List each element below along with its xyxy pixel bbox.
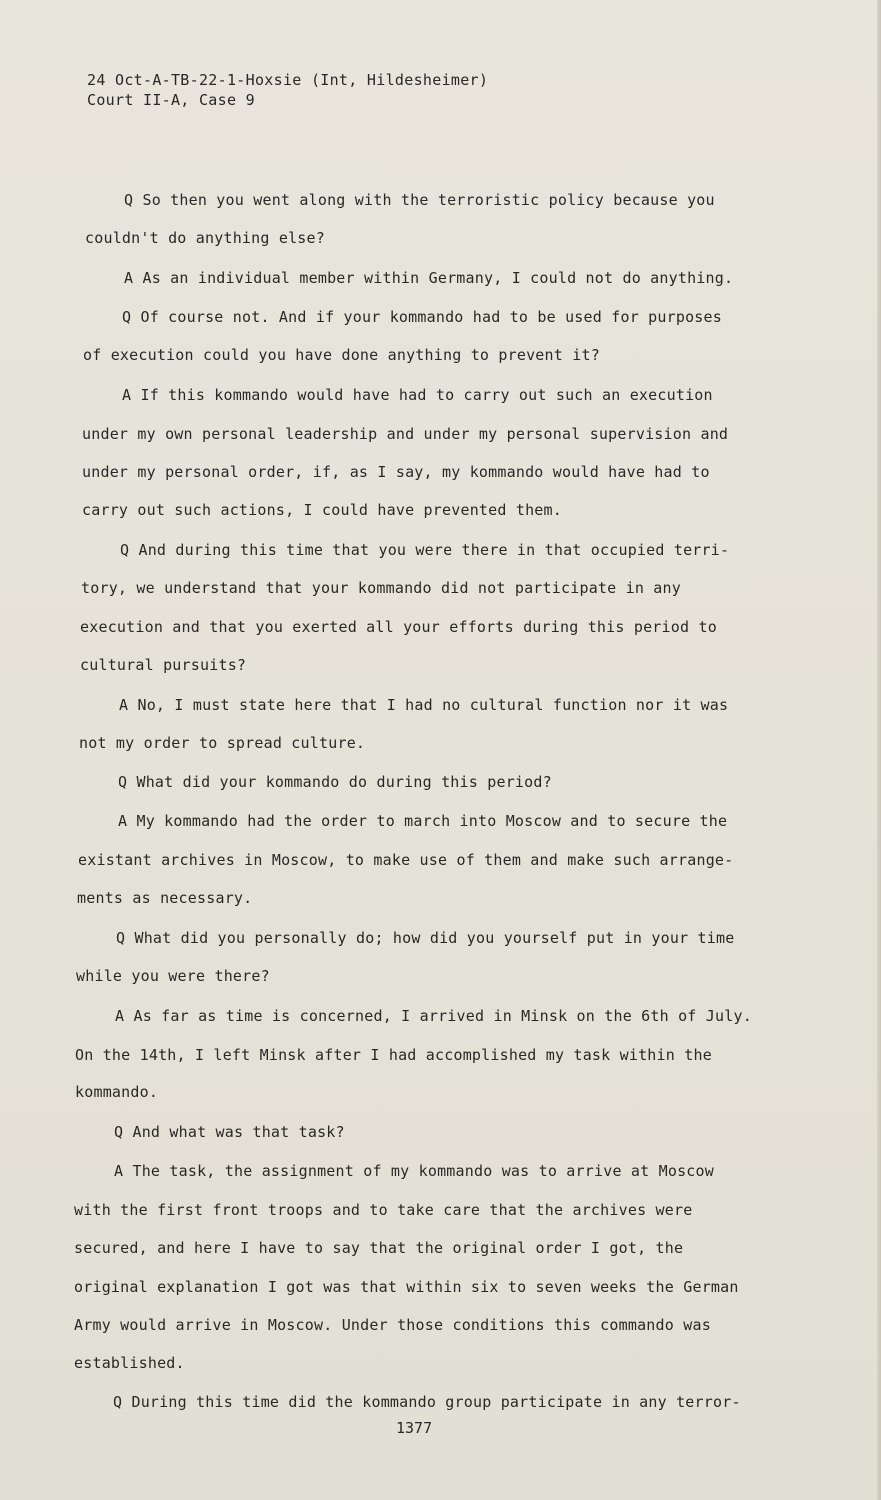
transcript-line: Q What did you personally do; how did you yourself put in your time [116,929,735,947]
transcript-line: existant archives in Moscow, to make use of them and make such arrange- [78,851,734,869]
transcript-line: cultural pursuits? [80,656,247,674]
transcript-line: while you were there? [76,967,270,985]
transcript-line: A As an individual member within Germany, I could not do anything. [124,269,734,287]
transcript-line: original explanation I got was that within six to seven weeks the German [74,1278,739,1296]
transcript-line: A If this kommando would have had to carry out such an execution [122,386,713,404]
transcript-line: Q And what was that task? [114,1123,345,1141]
transcript-line: tory, we understand that your kommando did not participate in any [81,579,681,597]
transcript-line: couldn't do anything else? [85,229,325,247]
transcript-line: not my order to spread culture. [79,734,366,752]
transcript-line: carry out such actions, I could have prevented them. [82,501,562,519]
transcript-line: A As far as time is concerned, I arrived in Minsk on the 6th of July. [115,1007,752,1025]
page-edge [877,0,881,1500]
transcript-line: Q What did your kommando do during this period? [118,773,552,791]
header-court: Court II-A, Case 9 [87,91,255,109]
page-number: 1377 [396,1419,433,1437]
transcript-line: A My kommando had the order to march into Moscow and to secure the [118,812,728,830]
transcript-line: under my own personal leadership and under my personal supervision and [82,425,729,443]
transcript-line: kommando. [75,1083,159,1101]
transcript-line: Q And during this time that you were there in that occupied terri- [120,541,730,559]
transcript-line: Q Of course not. And if your kommando had to be used for purposes [122,308,722,326]
transcript-line: A The task, the assignment of my kommando was to arrive at Moscow [114,1162,714,1180]
transcript-line: established. [74,1354,185,1372]
transcript-line: A No, I must state here that I had no cultural function nor it was [119,696,729,714]
transcript-line: under my personal order, if, as I say, my kommando would have had to [82,463,710,481]
transcript-line: with the first front troops and to take care that the archives were [74,1201,693,1219]
header-case-reference: 24 Oct-A-TB-22-1-Hoxsie (Int, Hildesheimer) [87,71,489,89]
transcript-line: Q During this time did the kommando group participate in any terror- [113,1393,741,1411]
transcript-line: Q So then you went along with the terroristic policy because you [124,191,715,209]
transcript-line: secured, and here I have to say that the original order I got, the [74,1239,684,1257]
transcript-line: ments as necessary. [77,889,253,907]
transcript-line: execution and that you exerted all your efforts during this period to [80,618,717,636]
transcript-line: On the 14th, I left Minsk after I had accomplished my task within the [75,1046,712,1064]
transcript-line: Army would arrive in Moscow. Under those conditions this commando was [74,1316,711,1334]
document-header [87,70,488,110]
transcript-line: of execution could you have done anything to prevent it? [83,346,600,364]
